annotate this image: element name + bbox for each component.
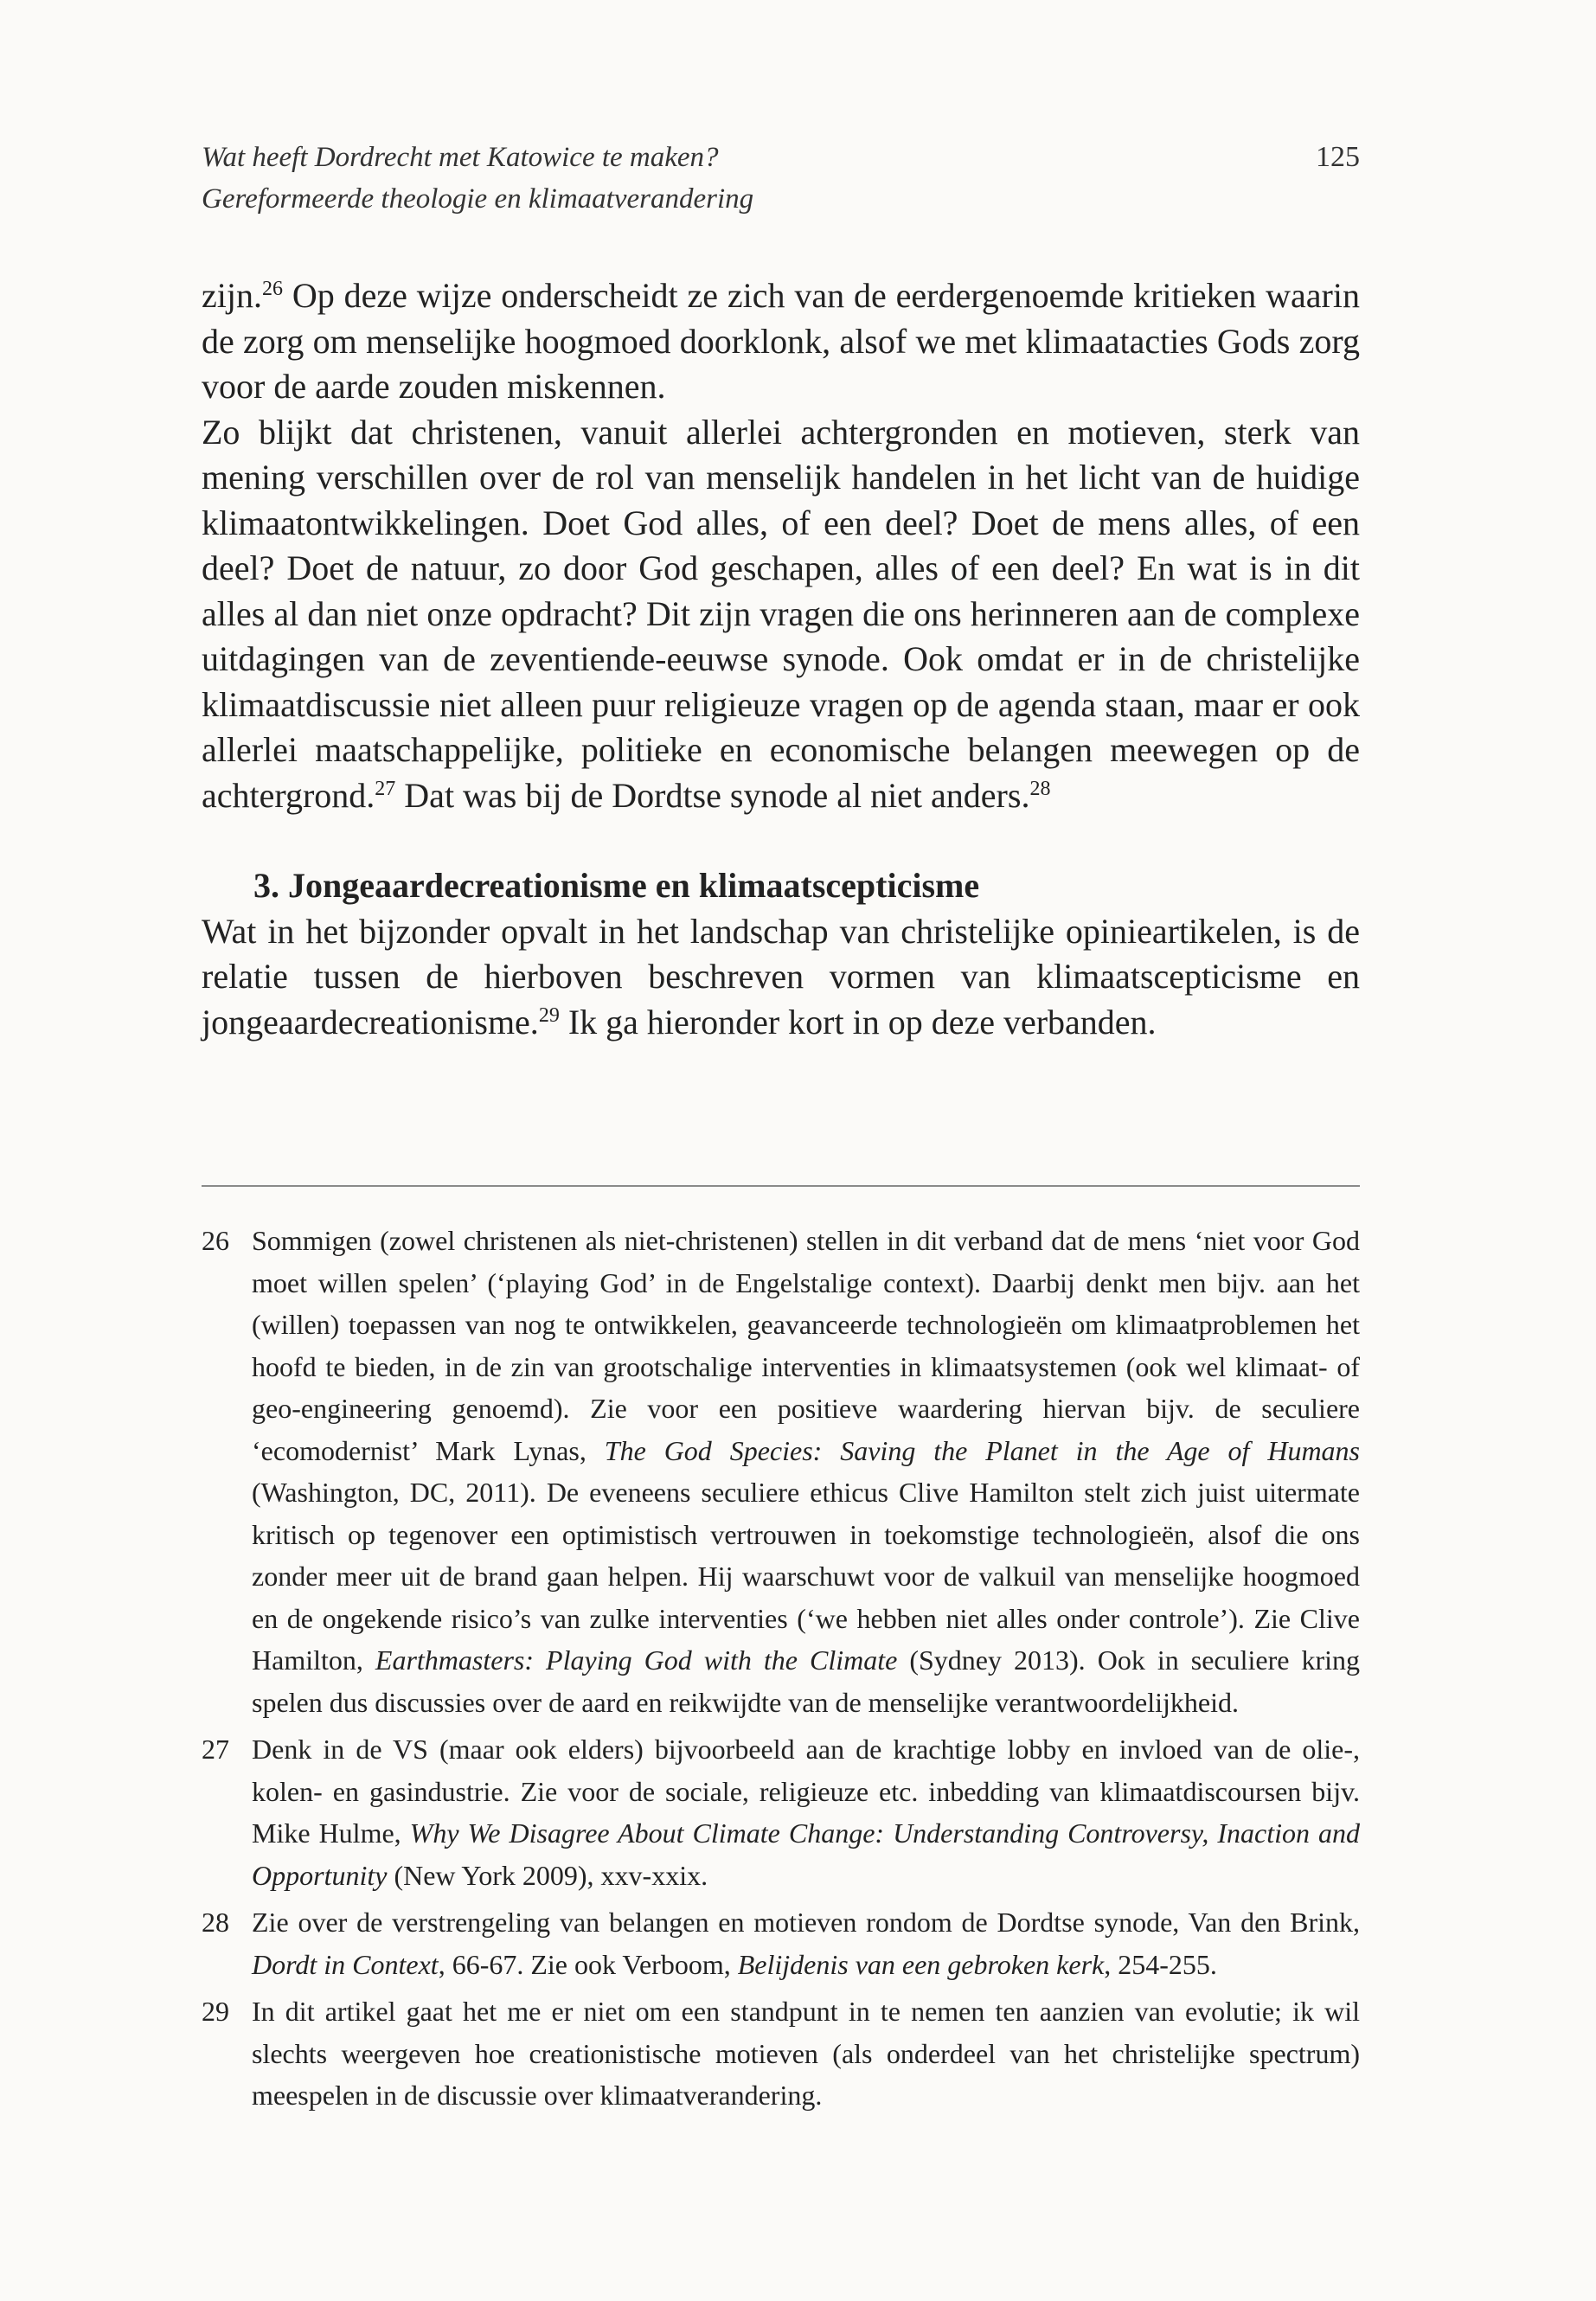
footnote-26 [202,1220,1360,1723]
footnote-number: 26 [202,1225,229,1256]
footnote-reference: 28 [1029,777,1051,800]
footnote-number: 29 [202,1996,229,2027]
paragraph-text: Wat in het bijzonder opvalt in het landschap van christelijke opinieartikelen, is de relatie tussen de hierboven beschreven vormen van klimaatscepticisme en jongeaardecreationisme. [202,911,1360,1042]
footnote-number: 28 [202,1907,229,1938]
section-heading: 3. Jongeaardecreationisme en klimaatscepticisme [253,866,980,905]
paragraph-3 [202,909,1360,1046]
paragraph-text: Ik ga hieronder kort in op deze verbanden. [559,1002,1157,1042]
running-header-title: Wat heeft Dordrecht met Katowice te maken? [202,142,719,173]
footnote-reference: 29 [538,1003,560,1027]
footnote-28 [202,1901,1360,1985]
footnotes [202,1220,1360,2122]
running-header [202,137,1360,223]
book-page [202,0,1360,2301]
paragraph-text: Dat was bij de Dordtse synode al niet anders. [395,775,1030,815]
page-number: 125 [1316,141,1360,173]
footnote-reference: 26 [261,278,283,300]
paragraph-text: Op deze wijze onderscheidt ze zich van de eerdergenoemde kritieken waarin de zorg om menselijke hoogmoed doorklonk, alsof we met klimaatacties Gods zorg voor de aarde zouden miskennen. [202,276,1360,406]
body-text [202,273,1360,1045]
footnote-number: 27 [202,1734,229,1765]
paragraph-text: Zo blijkt dat christenen, vanuit allerlei achtergronden en motieven, sterk van mening verschillen over de rol van menselijk handelen in het licht van de huidige klimaatontwikkelingen. Doet God alles, of een deel? Doet de mens alles, of een deel? Doet de natuur, zo door God geschapen, alles of een deel? En wat is in dit alles al dan niet onze opdracht? Dit zijn vragen die ons herinneren aan de complexe uitdagingen van de zeventiende-eeuwse synode. Ook omdat er in de christelijke klimaatdiscussie niet alleen puur religieuze vragen op de agenda staan, maar er ook allerlei maatschappelijke, politieke en economische belangen meewegen op de achtergrond. [202,412,1360,815]
footnote-reference: 27 [375,777,396,800]
footnote-text: In dit artikel gaat het me er niet om een standpunt in te nemen ten aanzien van evolutie; ik wil slechts weergeven hoe creationistische motieven (als onderdeel van het christelijke spectrum) meespelen in de discussie over klimaatverandering. [252,1996,1360,2111]
footnote-text: Sommigen (zowel christenen als niet-christenen) stellen in dit verband dat de mens ‘niet voor God moet willen spelen’ (‘playing God’ in de Engelstalige context). Daarbij denkt men bijv. aan het (willen) toepassen van nog te ontwikkelen, geavanceerde technologieën om klimaatproblemen het hoofd te bieden, in de zin van grootschalige interventies in klimaatsystemen (ook wel klimaat- of geo-engineering genoemd). Zie voor een positieve waardering hiervan bijv. de seculiere ‘ecomodernist’ Mark Lynas, The God Species: Saving the Planet in the Age of Humans (Washington, DC, 2011). De eveneens seculiere ethicus Clive Hamilton stelt zich juist uitermate kritisch op tegenover een optimistisch vertrouwen in toekomstige technologieën, alsof die ons zonder meer uit de brand gaan helpen. Hij waarschuwt voor de valkuil van menselijke hoogmoed en de ongekende risico’s van zulke interventies (‘we hebben niet alles onder controle’). Zie Clive Hamilton, Earthmasters: Playing God with the Climate (Sydney 2013). Ook in seculiere kring spelen dus discussies over de aard en reikwijdte van de menselijke verantwoordelijkheid. [252,1225,1361,1718]
footnote-text: Zie over de verstrengeling van belangen en motieven rondom de Dordtse synode, Van den Brink, Dordt in Context, 66-67. Zie ook Verboom, Belijdenis van een gebroken kerk, 254-255. [252,1907,1360,1980]
running-header-subtitle: Gereformeerde theologie en klimaatverandering [202,183,754,215]
footnote-divider [202,1185,1360,1187]
paragraph-text: zijn. [202,276,262,315]
paragraph-2 [202,410,1360,819]
paragraph-1 [202,273,1360,410]
footnote-29 [202,1990,1360,2117]
footnote-27 [202,1728,1360,1896]
footnote-text: Denk in de VS (maar ook elders) bijvoorbeeld aan de krachtige lobby en invloed van de olie-, kolen- en gasindustrie. Zie voor de sociale, religieuze etc. inbedding van klimaatdiscoursen bijv. Mike Hulme, Why We Disagree About Climate Change: Understanding Controversy, Inaction and Opportunity (New York 2009), xxv-xxix. [252,1734,1360,1891]
